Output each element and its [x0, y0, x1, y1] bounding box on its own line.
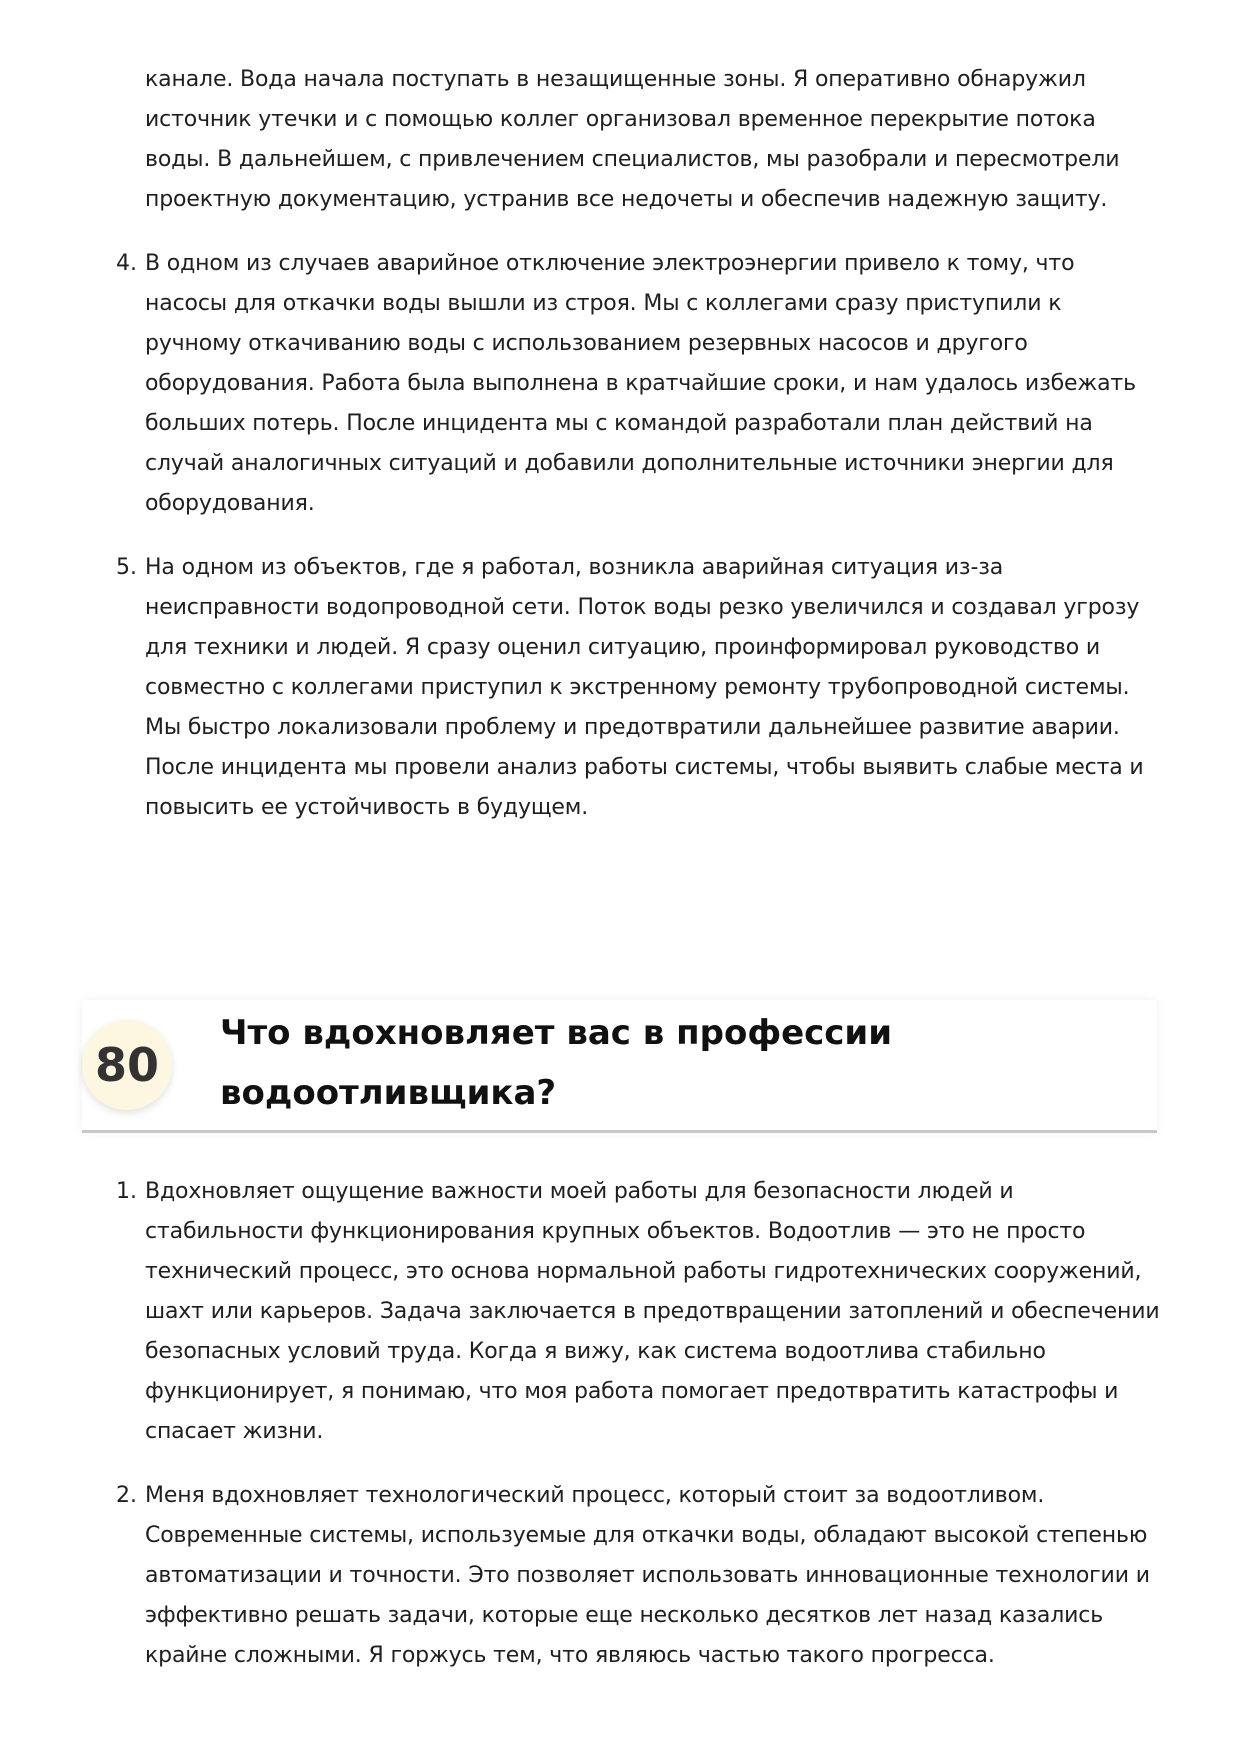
list-item-line: для техники и людей. Я сразу оценил ситуацию, проинформировал руководство и: [145, 635, 1101, 660]
list-item-line: автоматизации и точности. Это позволяет использовать инновационные технологии и: [145, 1563, 1150, 1588]
section-title-line-2: водоотливщика?: [220, 1073, 557, 1113]
list-item-line: эффективно решать задачи, которые еще несколько десятков лет назад казались: [145, 1603, 1104, 1628]
list-item-line: больших потерь. После инцидента мы с командой разработали план действий на: [145, 411, 1093, 436]
list-item-line: ручному откачиванию воды с использованием резервных насосов и другого: [145, 331, 1028, 356]
list-item-number: 2.: [116, 1483, 137, 1508]
list-item-line: безопасных условий труда. Когда я вижу, как система водоотлива стабильно: [145, 1339, 1046, 1364]
list-item-line: неисправности водопроводной сети. Поток воды резко увеличился и создавал угрозу: [145, 595, 1140, 620]
list-item-line: случай аналогичных ситуаций и добавили дополнительные источники энергии для: [145, 451, 1114, 476]
question-number-badge: [82, 1020, 172, 1110]
list-item-line: проектную документацию, устранив все недочеты и обеспечив надежную защиту.: [145, 187, 1108, 212]
list-item-line: В одном из случаев аварийное отключение электроэнергии привело к тому, что: [145, 251, 1075, 276]
list-item-line: источник утечки и с помощью коллег организовал временное перекрытие потока: [145, 107, 1096, 132]
list-item-line: насосы для откачки воды вышли из строя. Мы с коллегами сразу приступили к: [145, 291, 1062, 316]
list-item-line: шахт или карьеров. Задача заключается в предотвращении затоплений и обеспечении: [145, 1299, 1160, 1324]
section-title-line-1: Что вдохновляет вас в профессии: [220, 1013, 893, 1053]
list-item-line: совместно с коллегами приступил к экстренному ремонту трубопроводной системы.: [145, 675, 1130, 700]
list-item-line: оборудования. Работа была выполнена в кратчайшие сроки, и нам удалось избежать: [145, 371, 1136, 396]
list-item-line: крайне сложными. Я горжусь тем, что являюсь частью такого прогресса.: [145, 1643, 995, 1668]
list-item-line: канале. Вода начала поступать в незащищенные зоны. Я оперативно обнаружил: [145, 67, 1086, 92]
list-item-line: воды. В дальнейшем, с привлечением специалистов, мы разобрали и пересмотрели: [145, 147, 1120, 172]
list-item-line: На одном из объектов, где я работал, возникла аварийная ситуация из-за: [145, 555, 1004, 580]
list-item-line: спасает жизни.: [145, 1419, 324, 1444]
list-item-number: 5.: [116, 555, 137, 580]
question-number: 80: [94, 1038, 159, 1092]
list-item-line: технический процесс, это основа нормальной работы гидротехнических сооружений,: [145, 1259, 1142, 1284]
list-item-number: 4.: [116, 251, 137, 276]
list-item-line: Вдохновляет ощущение важности моей работы для безопасности людей и: [145, 1179, 1014, 1204]
list-item-line: оборудования.: [145, 491, 315, 516]
list-item-line: После инцидента мы провели анализ работы системы, чтобы выявить слабые места и: [145, 755, 1144, 780]
list-item-line: стабильности функционирования крупных объектов. Водоотлив — это не просто: [145, 1219, 1086, 1244]
list-item-line: Современные системы, используемые для откачки воды, обладают высокой степенью: [145, 1523, 1148, 1548]
list-item-line: функционирует, я понимаю, что моя работа помогает предотвратить катастрофы и: [145, 1379, 1119, 1404]
list-item-line: Меня вдохновляет технологический процесс, который стоит за водоотливом.: [145, 1483, 1045, 1508]
section-divider: [82, 1130, 1157, 1133]
list-item-number: 1.: [116, 1179, 137, 1204]
list-item-line: Мы быстро локализовали проблему и предотвратили дальнейшее развитие аварии.: [145, 715, 1120, 740]
list-item-line: повысить ее устойчивость в будущем.: [145, 795, 589, 820]
